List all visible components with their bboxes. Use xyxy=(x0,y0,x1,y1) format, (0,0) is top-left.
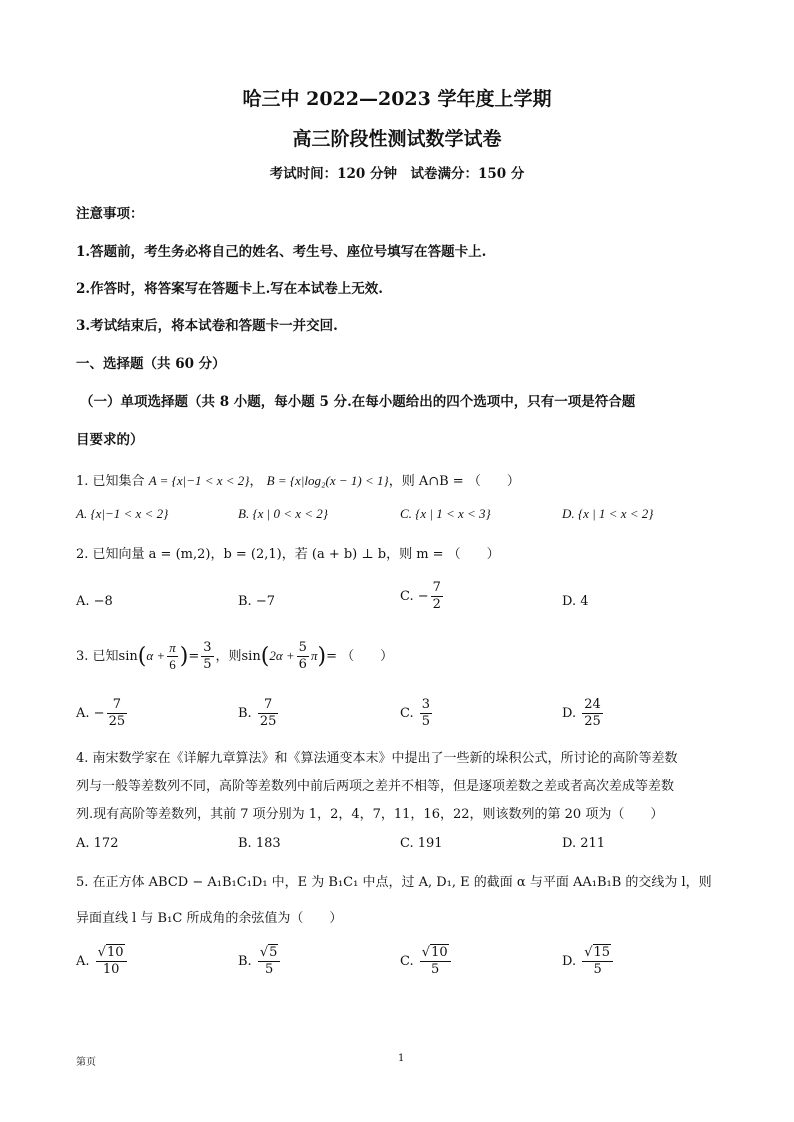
q5-option-b-denominator: 5 xyxy=(264,962,274,977)
q5-option-b-fraction xyxy=(258,945,281,978)
q3-eq: = xyxy=(188,649,200,664)
notice-heading: 注意事项： xyxy=(76,206,144,222)
q3-option-d-numerator: 24 xyxy=(584,697,601,712)
q3-pi-2: π xyxy=(310,648,318,663)
exam-time-score: 考试时间：120 分钟 试卷满分：150 分 xyxy=(269,166,525,182)
question-4-line-2: 列与一般等差数列不同，高阶等差数列中前后两项之差并不相等，但是逐项差数之差或者高次差成等差数 xyxy=(76,779,675,794)
q1-prefix: 1. 已知集合 xyxy=(76,474,145,489)
q3-sin-1: sin xyxy=(118,649,138,664)
q3-paren-close-1: ) xyxy=(179,644,189,669)
q2-option-c-sign: − xyxy=(417,589,429,604)
q3-five-num: 5 xyxy=(298,640,307,655)
q5-option-a-fraction xyxy=(96,945,127,978)
q3-option-a xyxy=(76,697,129,730)
q3-option-a-fraction xyxy=(107,697,128,730)
q5-option-d-numerator: √15 xyxy=(582,945,613,962)
q3-option-c-numerator: 3 xyxy=(421,697,431,712)
q3-option-c-denominator: 5 xyxy=(421,714,431,729)
q5-option-c xyxy=(400,945,453,978)
q2-option-d: D. 4 xyxy=(562,594,589,609)
footer-page-number: 1 xyxy=(398,1053,405,1064)
notice-item-3: 3.考试结束后，将本试卷和答题卡一并交回. xyxy=(76,318,338,334)
q3-mid: ，则 xyxy=(215,649,242,664)
q2-option-c-fraction xyxy=(431,580,443,613)
q3-option-b-numerator: 7 xyxy=(258,697,279,714)
q3-pi: π xyxy=(169,640,176,655)
question-1: 1. 已知集合 A = {x|−1 < x < 2}， B = {x|log₂(x − 1) < 1}，则 A∩B = （ ） xyxy=(76,473,520,489)
q3-five: 5 xyxy=(203,657,212,672)
question-5-line-1: 5. 在正方体 ABCD − A₁B₁C₁D₁ 中，E 为 B₁C₁ 中点，过 A, D₁, E 的截面 α 与平面 AA₁B₁B 的交线为 l，则 xyxy=(76,875,712,890)
q3-option-b xyxy=(238,697,280,730)
q3-option-a-numerator: 7 xyxy=(107,697,128,714)
question-5-line-2: 异面直线 l 与 B₁C 所成角的余弦值为（ ） xyxy=(76,911,343,926)
q3-prefix: 3. 已知 xyxy=(76,649,119,664)
q3-option-a-sign: − xyxy=(93,706,105,721)
q3-three: 3 xyxy=(203,640,212,655)
q3-sin-2: sin xyxy=(241,649,261,664)
exam-title-school: 哈三中 2022—2023 学年度上学期 xyxy=(242,88,552,110)
q2-option-c-label: C. xyxy=(400,589,414,604)
question-4-line-1: 4. 南宋数学家在《详解九章算法》和《算法通变本末》中提出了一些新的垛积公式，所讨论的高阶等差数 xyxy=(76,751,678,766)
section-heading: 一、选择题（共 60 分） xyxy=(76,356,226,372)
notice-item-2: 2.作答时，将答案写在答题卡上.写在本试卷上无效. xyxy=(76,281,383,297)
q3-paren-open-2: ( xyxy=(260,644,270,669)
q3-tail: = （ ） xyxy=(326,649,394,664)
q5-option-d-label: D. xyxy=(562,954,577,969)
footer-page-label: 第页 xyxy=(76,1057,96,1068)
q3-option-b-label: B. xyxy=(238,706,252,721)
q5-option-d-fraction xyxy=(582,945,613,978)
q3-option-d-label: D. xyxy=(562,706,577,721)
question-4-line-3: 列.现有高阶等差数列，其前 7 项分别为 1，2，4，7，11，16，22，则该数列的第 20 项为（ ） xyxy=(76,807,664,822)
q1-set-b: B = {x|log₂(x − 1) < 1} xyxy=(266,473,389,488)
q1-suffix: ，则 A∩B = （ ） xyxy=(388,474,520,489)
q3-five-sixths xyxy=(297,640,309,673)
section-subheading-line1: （一）单项选择题（共 8 小题，每小题 5 分.在每小题给出的四个选项中，只有一项是符合题 xyxy=(80,394,636,410)
question-3 xyxy=(76,640,393,673)
q3-option-d xyxy=(562,697,605,730)
q3-option-c xyxy=(400,697,434,730)
q3-option-d-denominator: 25 xyxy=(584,714,601,729)
q1-option-a: A. {x|−1 < x < 2} xyxy=(76,506,169,521)
q5-option-b-radicand: 5 xyxy=(269,945,278,960)
q5-option-b xyxy=(238,945,282,978)
q3-paren-open-1: ( xyxy=(137,644,147,669)
q3-option-a-label: A. xyxy=(76,706,90,721)
q2-option-c-denominator: 2 xyxy=(432,597,441,612)
q2-option-a: A. −8 xyxy=(76,594,113,609)
q5-option-a-radicand: 10 xyxy=(106,945,124,960)
q1-set-a: A = {x|−1 < x < 2} xyxy=(148,473,250,488)
q5-option-a-denominator: 10 xyxy=(102,962,120,977)
q5-option-a-label: A. xyxy=(76,954,90,969)
q3-three-fifths xyxy=(201,640,213,673)
q3-option-b-fraction xyxy=(258,697,279,730)
q5-option-a-numerator: √10 xyxy=(96,945,127,962)
q3-option-a-denominator: 25 xyxy=(108,714,126,729)
q4-option-c: C. 191 xyxy=(400,836,443,851)
question-2: 2. 已知向量 a = (m,2)，b = (2,1)，若 (a + b) ⊥ b，则 m = （ ） xyxy=(76,547,500,562)
q3-alpha-plus: α + xyxy=(146,648,166,663)
q5-option-c-numerator: √10 xyxy=(420,945,451,962)
q2-option-c xyxy=(400,580,445,613)
q5-option-c-fraction xyxy=(420,945,451,978)
q5-option-b-numerator: √5 xyxy=(258,945,281,962)
q3-six: 6 xyxy=(169,657,176,672)
q1-option-d: D. {x | 1 < x < 2} xyxy=(562,506,654,521)
exam-title-subject: 高三阶段性测试数学试卷 xyxy=(292,128,502,150)
q2-option-b: B. −7 xyxy=(238,594,275,609)
q5-option-c-denominator: 5 xyxy=(431,962,440,977)
q5-option-d-denominator: 5 xyxy=(593,962,602,977)
q3-option-c-fraction xyxy=(420,697,432,730)
q1-option-c: C. {x | 1 < x < 3} xyxy=(400,506,491,521)
q3-pi-over-6 xyxy=(167,640,178,673)
q3-option-d-fraction xyxy=(582,697,603,730)
q3-six-den: 6 xyxy=(298,657,307,672)
q2-option-c-numerator: 7 xyxy=(432,580,441,595)
q3-two-alpha-plus: 2α + xyxy=(269,648,295,663)
q5-option-c-label: C. xyxy=(400,954,414,969)
q4-option-a: A. 172 xyxy=(76,836,119,851)
q3-option-b-denominator: 25 xyxy=(259,714,277,729)
q4-option-b: B. 183 xyxy=(238,836,281,851)
q3-option-c-label: C. xyxy=(400,706,414,721)
notice-item-1: 1.答题前，考生务必将自己的姓名、考生号、座位号填写在答题卡上. xyxy=(76,244,487,260)
q1-option-b: B. {x | 0 < x < 2} xyxy=(238,506,328,521)
q5-option-c-radicand: 10 xyxy=(431,945,448,960)
q4-option-d: D. 211 xyxy=(562,836,606,851)
q3-paren-close-2: ) xyxy=(317,644,327,669)
q5-option-d-radicand: 15 xyxy=(593,945,611,960)
q5-option-a xyxy=(76,945,129,978)
q5-option-b-label: B. xyxy=(238,954,252,969)
section-subheading-line2: 目要求的） xyxy=(76,432,144,448)
q5-option-d xyxy=(562,945,615,978)
